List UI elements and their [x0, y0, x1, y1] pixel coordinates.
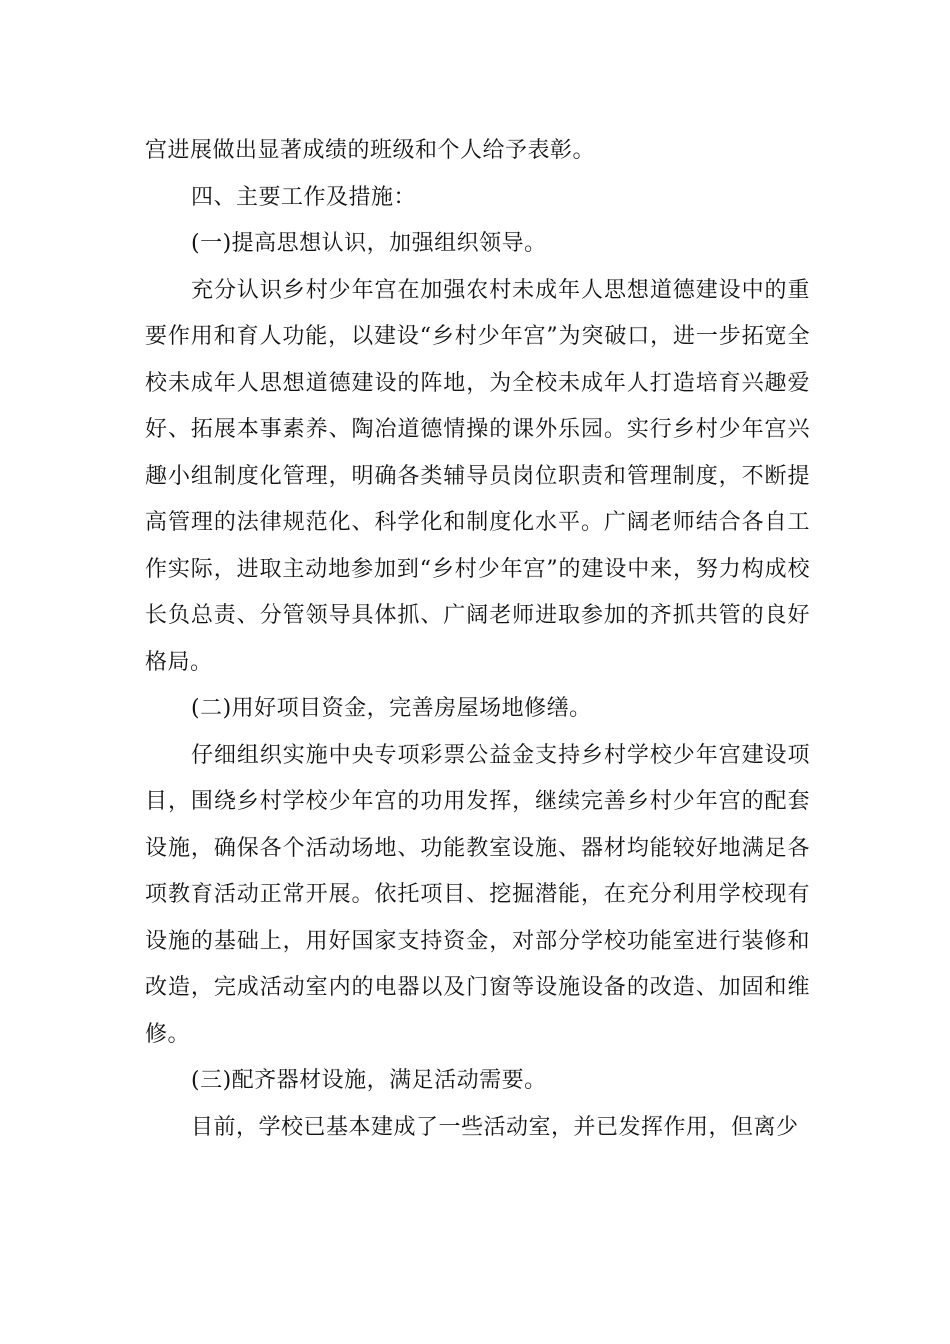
paragraph-2: 仔细组织实施中央专项彩票公益金支持乡村学校少年宫建设项目，围绕乡村学校少年宫的功用发挥，继续完善乡村少年宫的配套设施，确保各个活动场地、功能教室设施、器材均能较好地满足各项教育活动正常开展。依托项目、挖掘潜能，在充分利用学校现有设施的基础上，用好国家支持资金，对部分学校功能室进行装修和改造，完成活动室内的电器以及门窗等设施设备的改造、加固和维修。 — [145, 742, 810, 1047]
subheading-3: (三)配齐器材设施，满足活动需要。 — [191, 1068, 547, 1093]
subheading-2: (二)用好项目资金，完善房屋场地修缮。 — [191, 696, 592, 721]
paragraph-continuation: 宫进展做出显著成绩的班级和个人给予表彰。 — [145, 138, 596, 163]
section-heading-main-work: 四、主要工作及措施： — [191, 184, 417, 210]
document-body — [145, 128, 810, 1151]
subheading-1: (一)提高思想认识，加强组织领导。 — [191, 231, 547, 256]
paragraph-3: 目前，学校已基本建成了一些活动室，并已发挥作用，但离少 — [191, 1114, 799, 1140]
paragraph-1: 充分认识乡村少年宫在加强农村未成年人思想道德建设中的重要作用和育人功能，以建设“乡村少年宫”为突破口，进一步拓宽全校未成年人思想道德建设的阵地，为全校未成年人打造培育兴趣爱好、拓展本事素养、陶冶道德情操的课外乐园。实行乡村少年宫兴趣小组制度化管理，明确各类辅导员岗位职责和管理制度，不断提高管理的法律规范化、科学化和制度化水平。广阔老师结合各自工作实际，进取主动地参加到“乡村少年宫”的建设中来，努力构成校长负总责、分管领导具体抓、广阔老师进取参加的齐抓共管的良好格局。 — [145, 277, 810, 675]
